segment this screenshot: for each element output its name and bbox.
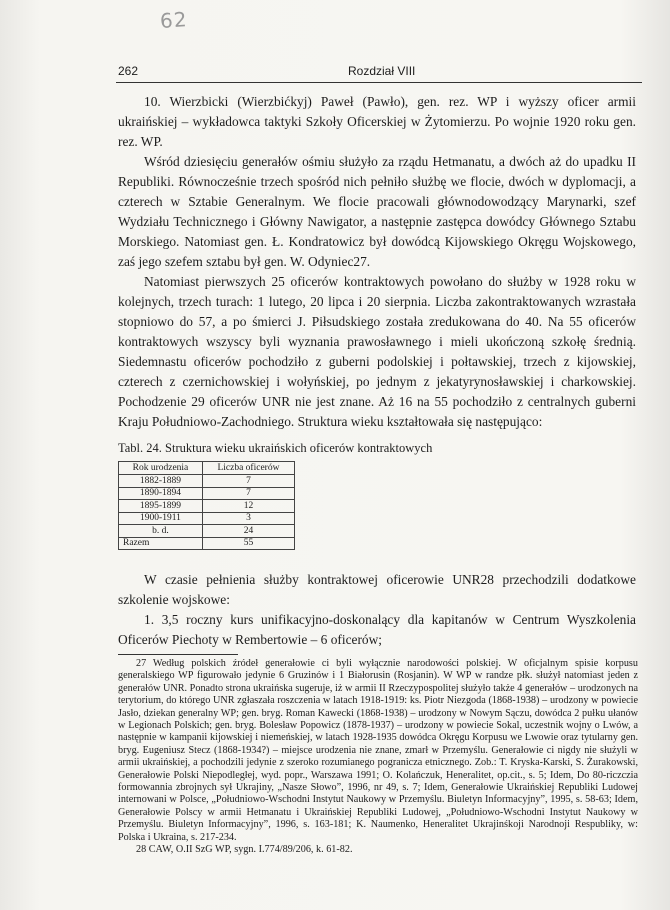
- table-cell: 1890-1894: [119, 487, 203, 500]
- page-number: 262: [118, 64, 139, 78]
- paragraph: W czasie pełnienia służby kontraktowej oficerowie UNR28 przechodzili dodatkowe szkolenie wojskowe:: [118, 572, 636, 607]
- table-cell: 1895-1899: [119, 500, 203, 513]
- pencil-note: 62: [159, 7, 189, 33]
- paragraph: 1. 3,5 roczny kurs unifikacyjno-doskonalący dla kapitanów w Centrum Wyszkolenia Oficerów Piechoty w Rembertowie – 6 oficerów;: [118, 612, 636, 647]
- column-header: Rok urodzenia: [119, 462, 203, 475]
- main-text: [118, 92, 636, 432]
- footnote-rule: [118, 654, 238, 655]
- table-cell: 7: [202, 475, 294, 488]
- table-row: [119, 512, 295, 525]
- chapter-title: Rozdział VIII: [348, 64, 416, 78]
- table-cell: 12: [202, 500, 294, 513]
- table-cell: 55: [202, 537, 294, 550]
- table-cell: b. d.: [119, 525, 203, 538]
- footnote: 27 Według polskich źródeł generałowie ci byli wyłącznie narodowości polskiej. W oficjalnym spisie korpusu generalskiego WP figurowało jedynie 6 Gruzinów i 1 Białorusin (Rosjanin). W WP w randze płk. służył natomiast jeden z generałów UNR. Ponadto strona ukraińska sugeruje, iż w armii II Rzeczypospolitej służyło także 4 generałów – urodzonych na terytorium, do którego UNR zgłaszała roszczenia w latach 1918-1919: ks. Piotr Niezgoda (1868-1938) – urodzony w powiecie Jasło, dziekan generalny WP; gen. bryg. Roman Kawecki (1868-1938) – urodzony w Nowym Sączu, dowódca 2 pułku ułanów w Legionach Polskich; gen. bryg. Bolesław Popowicz (1878-1937) – urodzony w powiecie Sokal, uczestnik wojny o Lwów, a następnie w kampanii kijowskiej i niemeńskiej, w latach 1928-1935 dowódca Okręgu Korpusu we Lwowie oraz tytularny gen. bryg. Eugeniusz Stecz (1868-1934?) – miejsce urodzenia nie znane, zmarł w Przemyślu. Generałowie ci nigdy nie służyli w armii ukraińskiej, a pochodzili jedynie z szeroko rozumianego pogranicza etnicznego. Zob.: T. Kryska-Karski, S. Żurakowski, Generałowie Polski Niepodległej, wyd. popr., Warszawa 1991; O. Kolańczuk, Heneralitet, op.cit., s. 5; Idem, Do 80-riczczia formowannia zbrojnych sył Ukrajiny, „Nasze Słowo”, 1996, nr 49, s. 7; Idem, Generałowie Ukraińskiej Republiki Ludowej internowani w Polsce, „Południowo-Wschodni Instytut Naukowy w Przemyślu. Biuletyn Informacyjny”, 1995, s. 58-63; Idem, Generałowie Polscy w armii Hetmanatu i Ukraińskiej Republiki Ludowej, „Południowo-Wschodni Instytut Naukowy w Przemyślu. Biuletyn Informacyjny”, 1996, s. 163-181; K. Naumenko, Heneralitet Ukrajinśkoji Narodnoji Respubliky, w: Polska i Ukraina, s. 217-234.: [118, 658, 638, 843]
- table-row: [119, 525, 295, 538]
- table-cell: 3: [202, 512, 294, 525]
- column-header: Liczba oficerów: [202, 462, 294, 475]
- paragraph: Wśród dziesięciu generałów ośmiu służyło za rządu Hetmanatu, a dwóch aż do upadku II Republiki. Równocześnie trzech spośród nich pełniło służbę we flocie, dwóch w dyplomacji, a czterech w Sztabie Generalnym. We flocie pracowali głównodowodzący Marynarki, szef Wydziału Technicznego i Główny Nawigator, a następnie zastępca dowódcy Głównego Sztabu Morskiego. Natomiast gen. Ł. Kondratowicz był dowódcą Kijowskiego Okręgu Wojskowego, zaś jego szefem sztabu był gen. W. Odyniec27.: [118, 154, 636, 269]
- table-cell: Razem: [119, 537, 203, 550]
- age-structure-table: [118, 461, 295, 550]
- table-cell: 24: [202, 525, 294, 538]
- footnotes: [118, 658, 638, 857]
- running-header: [118, 64, 640, 82]
- table-row: [119, 500, 295, 513]
- table-row: [119, 475, 295, 488]
- paragraph: Natomiast pierwszych 25 oficerów kontraktowych powołano do służby w 1928 roku w kolejnych, trzech turach: 1 lutego, 20 lipca i 20 sierpnia. Liczba zakontraktowanych wzrastała stopniowo do 57, a po śmierci J. Piłsudskiego została zredukowana do 40. Na 55 oficerów kontraktowych wszyscy byli wyznania prawosławnego i mieli ukończoną szkołę średnią. Siedemnastu oficerów pochodziło z guberni podolskiej i połtawskiej, trzech z kijowskiej, czterech z czernichowskiej i wołyńskiej, po jednym z jekatyrynosławskiej i charkowskiej. Pochodzenie 29 oficerów UNR nie jest znane. Aż 16 na 55 pochodziło z centralnych guberni Kraju Południowo-Zachodniego. Struktura wieku kształtowała się następująco:: [118, 274, 636, 429]
- table-caption: Tabl. 24. Struktura wieku ukraińskich oficerów kontraktowych: [118, 441, 433, 455]
- footnote: 28 CAW, O.II SzG WP, sygn. I.774/89/206, k. 61-82.: [136, 844, 353, 856]
- table-cell: 1900-1911: [119, 512, 203, 525]
- paragraph: 10. Wierzbicki (Wierzbićkyj) Paweł (Pawło), gen. rez. WP i wyższy oficer armii ukraińskiej – wykładowca taktyki Szkoły Oficerskiej w Żytomierzu. Po wojnie 1920 roku gen. rez. WP.: [118, 94, 636, 149]
- table-header-row: [119, 462, 295, 475]
- table-cell: 1882-1889: [119, 475, 203, 488]
- main-text-continued: [118, 570, 636, 650]
- table-cell: 7: [202, 487, 294, 500]
- header-rule: [116, 82, 642, 83]
- table-row: [119, 487, 295, 500]
- table-total-row: [119, 537, 295, 550]
